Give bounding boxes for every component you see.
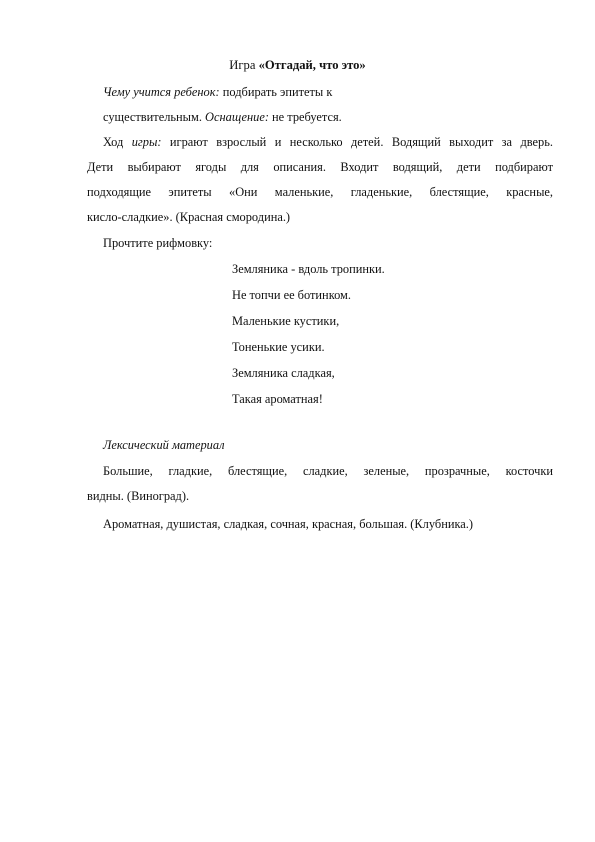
- game-line-4: кисло-сладкие». (Красная смородина.): [87, 210, 291, 224]
- poem-line-1: Земляника - вдоль тропинки.: [232, 262, 385, 276]
- game-line-2: Дети выбирают ягоды для описания. Входит водящий, дети подбирают: [87, 160, 553, 174]
- lexical-heading: [103, 438, 224, 453]
- page-title: [0, 58, 595, 73]
- label-equipment: Оснащение:: [205, 110, 269, 124]
- learns-text: подбирать эпитеты к: [219, 85, 333, 99]
- game-line-3: подходящие эпитеты «Они маленькие, гладенькие, блестящие, красные,: [87, 185, 553, 199]
- lexical-para-1-line-2: видны. (Виноград).: [87, 489, 190, 503]
- intro-line-2: [103, 110, 342, 125]
- poem-line-3: Маленькие кустики,: [232, 314, 340, 328]
- poem-line-6: Такая ароматная!: [232, 392, 323, 406]
- intro-line-1: [103, 85, 332, 100]
- game-hod: Ход: [103, 135, 132, 149]
- title-prefix: Игра: [229, 58, 259, 72]
- lexical-para-1-line-1: Большие, гладкие, блестящие, сладкие, зеленые, прозрачные, косточки: [103, 464, 553, 478]
- read-prompt: Прочтите рифмовку:: [103, 236, 213, 250]
- label-learns: Чему учится ребенок:: [103, 85, 220, 99]
- lexical-heading-text: Лексический материал: [103, 438, 225, 452]
- equipment-text: не требуется.: [268, 110, 342, 124]
- game-line-1: [103, 135, 553, 150]
- poem-line-5: Земляника сладкая,: [232, 366, 335, 380]
- poem-line-4: Тоненькие усики.: [232, 340, 325, 354]
- learns-text-2: существительным.: [103, 110, 206, 124]
- game-line-1-rest: играют взрослый и несколько детей. Водящий выходит за дверь.: [161, 135, 553, 149]
- title-game-name: «Отгадай, что это»: [258, 58, 366, 72]
- lexical-para-2: Ароматная, душистая, сладкая, сочная, красная, большая. (Клубника.): [103, 517, 474, 531]
- label-game: игры:: [131, 135, 162, 149]
- poem-line-2: Не топчи ее ботинком.: [232, 288, 351, 302]
